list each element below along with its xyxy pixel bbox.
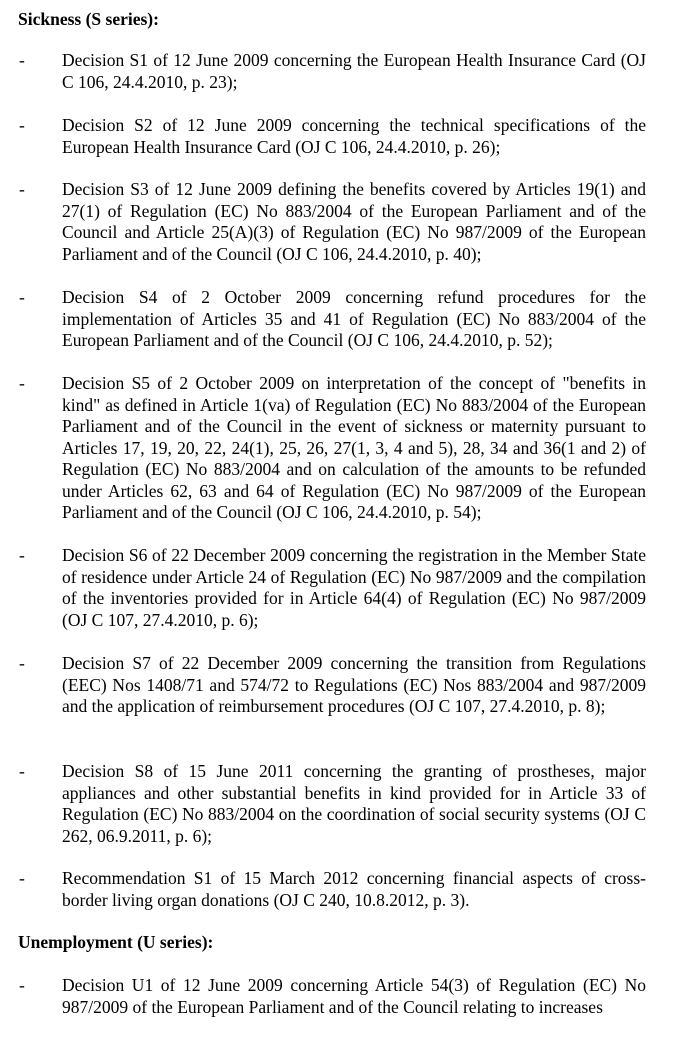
section-heading-sickness: Sickness (S series): — [18, 9, 159, 29]
section-heading-unemployment: Unemployment (U series): — [18, 932, 214, 952]
list-item-text: Decision S3 of 12 June 2009 defining the benefits covered by Articles 19(1) and 27(1) of Regulation (EC) No 883/2004 of the European Parliament and of the Council and Article 25(A)(3) of Regulation (EC) No 987/2009 of the European Parliament and of the Council (OJ C 106, 24.4.2010, p. 40); — [62, 179, 646, 264]
list-dash: - — [19, 115, 25, 135]
list-dash: - — [19, 373, 25, 393]
list-dash: - — [19, 179, 25, 199]
list-dash: - — [19, 653, 25, 673]
list-item-text: Decision S6 of 22 December 2009 concerning the registration in the Member State of residence under Article 24 of Regulation (EC) No 987/2009 and the compilation of the inventories provided for in Article 64(4) of Regulation (EC) No 987/2009 (OJ C 107, 27.4.2010, p. 6); — [62, 545, 646, 630]
list-dash: - — [19, 287, 25, 307]
list-item-text: Decision U1 of 12 June 2009 concerning Article 54(3) of Regulation (EC) No 987/2009 of the European Parliament and of the Council relating to increases — [62, 975, 646, 1017]
list-dash: - — [19, 975, 25, 995]
list-item-text: Decision S7 of 22 December 2009 concerning the transition from Regulations (EEC) Nos 1408/71 and 574/72 to Regulations (EC) Nos 883/2004 and 987/2009 and the application of reimbursement procedures (OJ C 107, 27.4.2010, p. 8); — [62, 653, 646, 716]
list-dash: - — [19, 868, 25, 888]
list-item-text: Decision S8 of 15 June 2011 concerning the granting of prostheses, major appliances and other substantial benefits in kind provided for in Article 33 of Regulation (EC) No 883/2004 on the coordination of social security systems (OJ C 262, 06.9.2011, p. 6); — [62, 761, 646, 846]
list-item-text: Decision S5 of 2 October 2009 on interpretation of the concept of "benefits in kind" as defined in Article 1(va) of Regulation (EC) No 883/2004 of the European Parliament and of the Council in the event of sickness or maternity pursuant to Articles 17, 19, 20, 22, 24(1), 25, 26, 27(1, 3, 4 and 5), 28, 34 and 36(1 and 2) of Regulation (EC) No 883/2004 and on calculation of the amounts to be refunded under Articles 62, 63 and 64 of Regulation (EC) No 987/2009 of the European Parliament and of the Council (OJ C 106, 24.4.2010, p. 54); — [62, 373, 646, 522]
list-item-text: Decision S4 of 2 October 2009 concerning refund procedures for the implementation of Articles 35 and 41 of Regulation (EC) No 883/2004 of the European Parliament and of the Council (OJ C 106, 24.4.2010, p. 52); — [62, 287, 646, 350]
list-item-text: Decision S1 of 12 June 2009 concerning the European Health Insurance Card (OJ C 106, 24.4.2010, p. 23); — [62, 50, 646, 92]
list-dash: - — [19, 545, 25, 565]
list-dash: - — [19, 761, 25, 781]
list-item-text: Decision S2 of 12 June 2009 concerning the technical specifications of the European Health Insurance Card (OJ C 106, 24.4.2010, p. 26); — [62, 115, 646, 157]
list-dash: - — [19, 50, 25, 70]
list-item-text: Recommendation S1 of 15 March 2012 concerning financial aspects of cross-border living organ donations (OJ C 240, 10.8.2012, p. 3). — [62, 868, 646, 910]
